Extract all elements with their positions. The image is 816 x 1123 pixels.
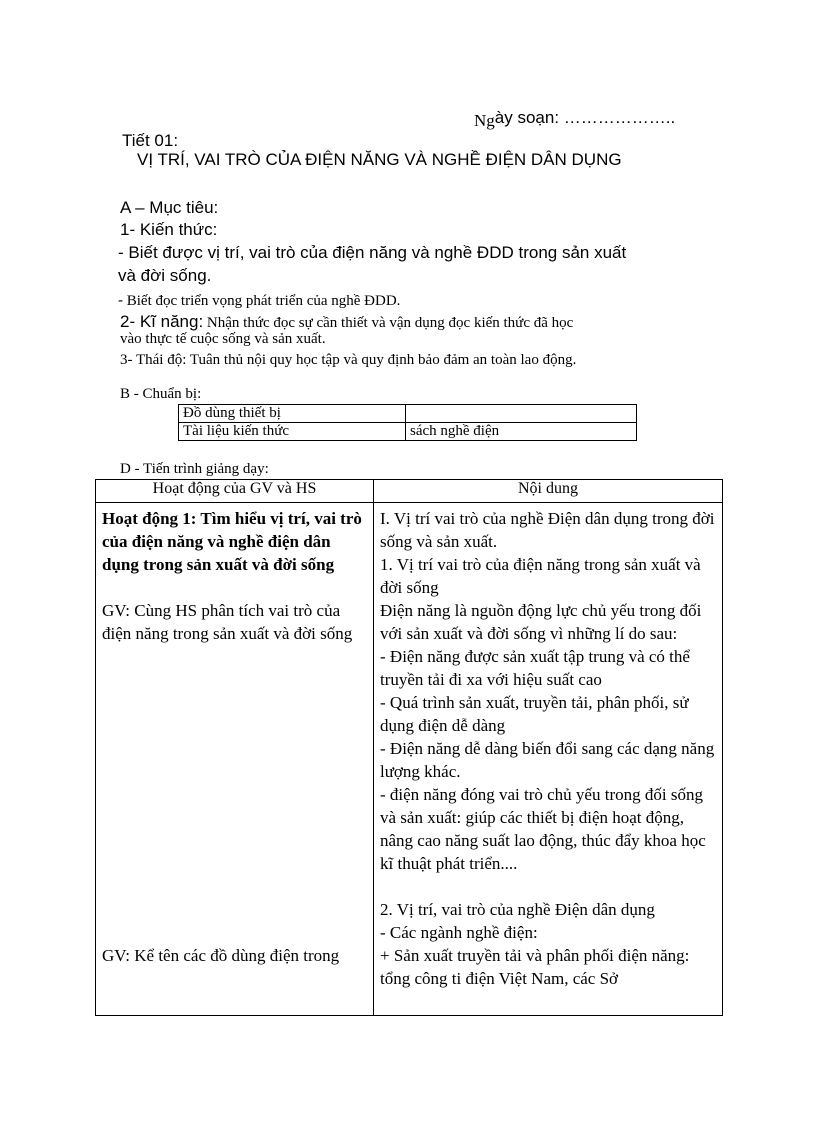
content-p8: 2. Vị trí, vai trò của nghề Điện dân dụng bbox=[380, 900, 655, 919]
knowledge-line-1: - Biết được vị trí, vai trò của điện năng và nghề ĐDD trong sản xuất bbox=[118, 243, 627, 262]
content-p2: 1. Vị trí vai trò của điện năng trong sản xuất và đời sống bbox=[380, 555, 701, 597]
skills-line-1 bbox=[120, 312, 573, 332]
attitude-line: 3- Thái độ: Tuân thủ nội quy học tập và quy định bảo đảm an toàn lao động. bbox=[120, 352, 577, 368]
content-p9: - Các ngành nghề điện: bbox=[380, 923, 538, 942]
activities-cell bbox=[96, 503, 374, 1016]
prep-value-materials: sách nghề điện bbox=[406, 423, 637, 441]
gv-note-2: GV: Kể tên các đồ dùng điện trong bbox=[102, 946, 340, 965]
knowledge-line-3-lead: - bbox=[118, 292, 123, 309]
skills-text-1: Nhận thức đọc sự cần thiết và vận dụng đọc kiến thức đã học bbox=[203, 315, 574, 331]
gv-note-1: GV: Cùng HS phân tích vai trò của điện năng trong sản xuất và đời sống bbox=[102, 601, 353, 643]
content-p6: - Điện năng dễ dàng biến đổi sang các dạng năng lượng khác. bbox=[380, 739, 715, 781]
activity-1-title: Hoạt động 1: Tìm hiểu vị trí, vai trò của điện năng và nghề điện dân dụng trong sản xuất và đời sống bbox=[102, 509, 362, 574]
prep-label-equipment: Đồ dùng thiết bị bbox=[179, 405, 406, 423]
skills-heading: 2- Kĩ năng: bbox=[120, 312, 204, 331]
lesson-title: VỊ TRÍ, VAI TRÒ CỦA ĐIỆN NĂNG VÀ NGHỀ ĐIỆN DÂN DỤNG bbox=[137, 150, 622, 169]
content-p4: - Điện năng được sản xuất tập trung và có thể truyền tải đi xa với hiệu suất cao bbox=[380, 647, 690, 689]
preparation-date bbox=[474, 108, 675, 128]
date-prefix: Ng bbox=[474, 111, 495, 130]
lesson-number: Tiết 01: bbox=[122, 131, 179, 150]
knowledge-heading: 1- Kiến thức: bbox=[120, 220, 218, 239]
table-row bbox=[96, 503, 723, 1016]
prep-label-materials: Tài liệu kiến thức bbox=[179, 423, 406, 441]
preparation-table bbox=[178, 404, 637, 441]
content-p3: Điện năng là nguồn động lực chủ yếu trong đối với sản xuất và đời sống vì những lí do sau: bbox=[380, 601, 702, 643]
teaching-process-table bbox=[95, 479, 723, 1016]
table-row bbox=[179, 423, 637, 441]
column-header-content: Nội dung bbox=[374, 480, 723, 503]
content-p5: - Quá trình sản xuất, truyền tải, phân phối, sử dụng điện dễ dàng bbox=[380, 693, 689, 735]
content-p7: - điện năng đóng vai trò chủ yếu trong đối sống và sản xuất: giúp các thiết bị điện hoạt động, nâng cao năng suất lao động, thúc đẩy khoa học kĩ thuật phát triển.... bbox=[380, 785, 706, 873]
column-header-activities: Hoạt động của GV và HS bbox=[96, 480, 374, 503]
section-d-heading: D - Tiến trình giảng dạy: bbox=[120, 461, 269, 477]
content-p10: + Sản xuất truyền tải và phân phối điện năng: tổng công ti điện Việt Nam, các Sở bbox=[380, 946, 690, 988]
table-header-row bbox=[96, 480, 723, 503]
section-b-heading: B - Chuẩn bị: bbox=[120, 386, 202, 402]
knowledge-line-3-text: Biết đọc triển vọng phát triển của nghề ĐDD. bbox=[123, 293, 401, 309]
section-a-heading: A – Mục tiêu: bbox=[120, 198, 219, 217]
skills-line-2: vào thực tế cuộc sống và sản xuất. bbox=[120, 331, 326, 347]
knowledge-line-3 bbox=[118, 292, 400, 310]
content-cell bbox=[374, 503, 723, 1016]
content-p1: I. Vị trí vai trò của nghề Điện dân dụng trong đời sống và sản xuất. bbox=[380, 509, 715, 551]
prep-value-equipment bbox=[406, 405, 637, 423]
table-row bbox=[179, 405, 637, 423]
date-label: ày soạn: ……………….. bbox=[494, 108, 676, 127]
knowledge-line-2: và đời sống. bbox=[118, 266, 212, 285]
